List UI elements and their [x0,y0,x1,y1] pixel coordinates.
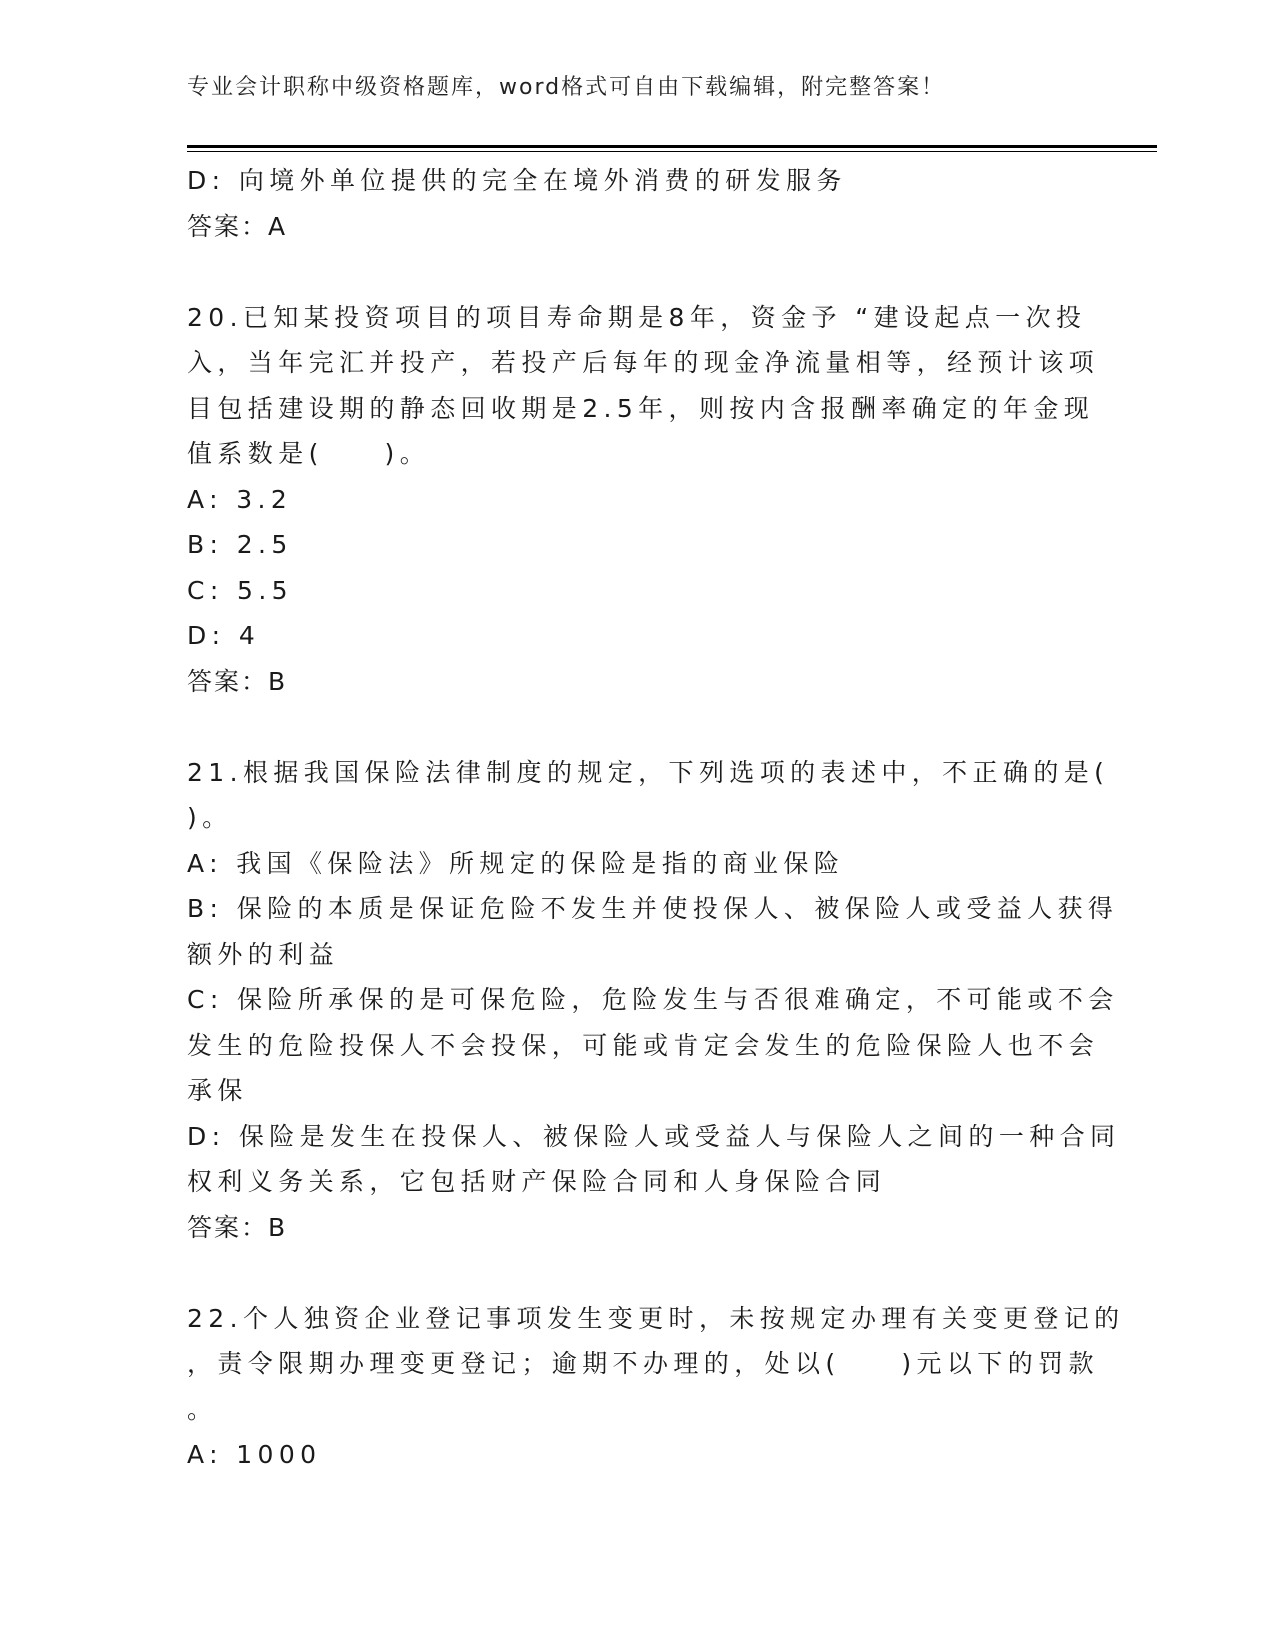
option-b: B: 保险的本质是保证危险不发生并使投保人、被保险人或受益人获得 [187,894,1119,923]
question-20-line: 目包括建设期的静态回收期是2.5年，则按内含报酬率确定的年金现 [187,393,1095,423]
question-content [187,158,1125,1478]
option-a: A: 1000 [187,1440,322,1469]
header-rule-thick [187,145,1157,148]
question-20-line: 入，当年完汇并投产，若投产后每年的现金净流量相等，经预计该项 [187,348,1100,377]
option-b-cont: 额外的利益 [187,939,340,969]
question-22-line: 22.个人独资企业登记事项发生变更时，未按规定办理有关变更登记的 [187,1303,1125,1333]
option-d: D: 保险是发生在投保人、被保险人或受益人与保险人之间的一种合同 [187,1121,1121,1151]
option-d-cont: 权利义务关系，它包括财产保险合同和人身保险合同 [187,1167,887,1196]
blank-line [187,1250,1087,1296]
blank-line [187,704,1087,750]
header-rule-thin [187,151,1157,152]
question-22-line: ，责令限期办理变更登记；逾期不办理的，处以( )元以下的罚款 [187,1349,1099,1378]
option-c: C: 保险所承保的是可保危险，危险发生与否很难确定，不可能或不会 [187,985,1119,1014]
question-21-line: 21.根据我国保险法律制度的规定，下列选项的表述中，不正确的是( [187,757,1110,787]
answer-line: 答案：A [187,211,288,241]
page-header: 专业会计职称中级资格题库，word格式可自由下载编辑，附完整答案！ [187,75,946,100]
option-a: A: 3.2 [187,484,293,514]
line: D: 向境外单位提供的完全在境外消费的研发服务 [187,166,847,195]
option-b: B: 2.5 [187,530,293,559]
option-d: D: 4 [187,621,261,650]
option-c: C: 5.5 [187,575,293,605]
question-20-line: 值系数是( )。 [187,439,431,468]
option-c-cont: 承保 [187,1076,248,1105]
option-a: A: 我国《保险法》所规定的保险是指的商业保险 [187,848,845,878]
question-20-line: 20.已知某投资项目的项目寿命期是8年，资金予 “建设起点一次投 [187,302,1087,332]
question-22-line: 。 [187,1394,218,1424]
blank-line [187,249,1087,295]
option-c-cont: 发生的危险投保人不会投保，可能或肯定会发生的危险保险人也不会 [187,1030,1100,1060]
answer-line: 答案：B [187,666,288,696]
answer-line: 答案：B [187,1212,288,1242]
question-21-line: )。 [187,803,233,832]
